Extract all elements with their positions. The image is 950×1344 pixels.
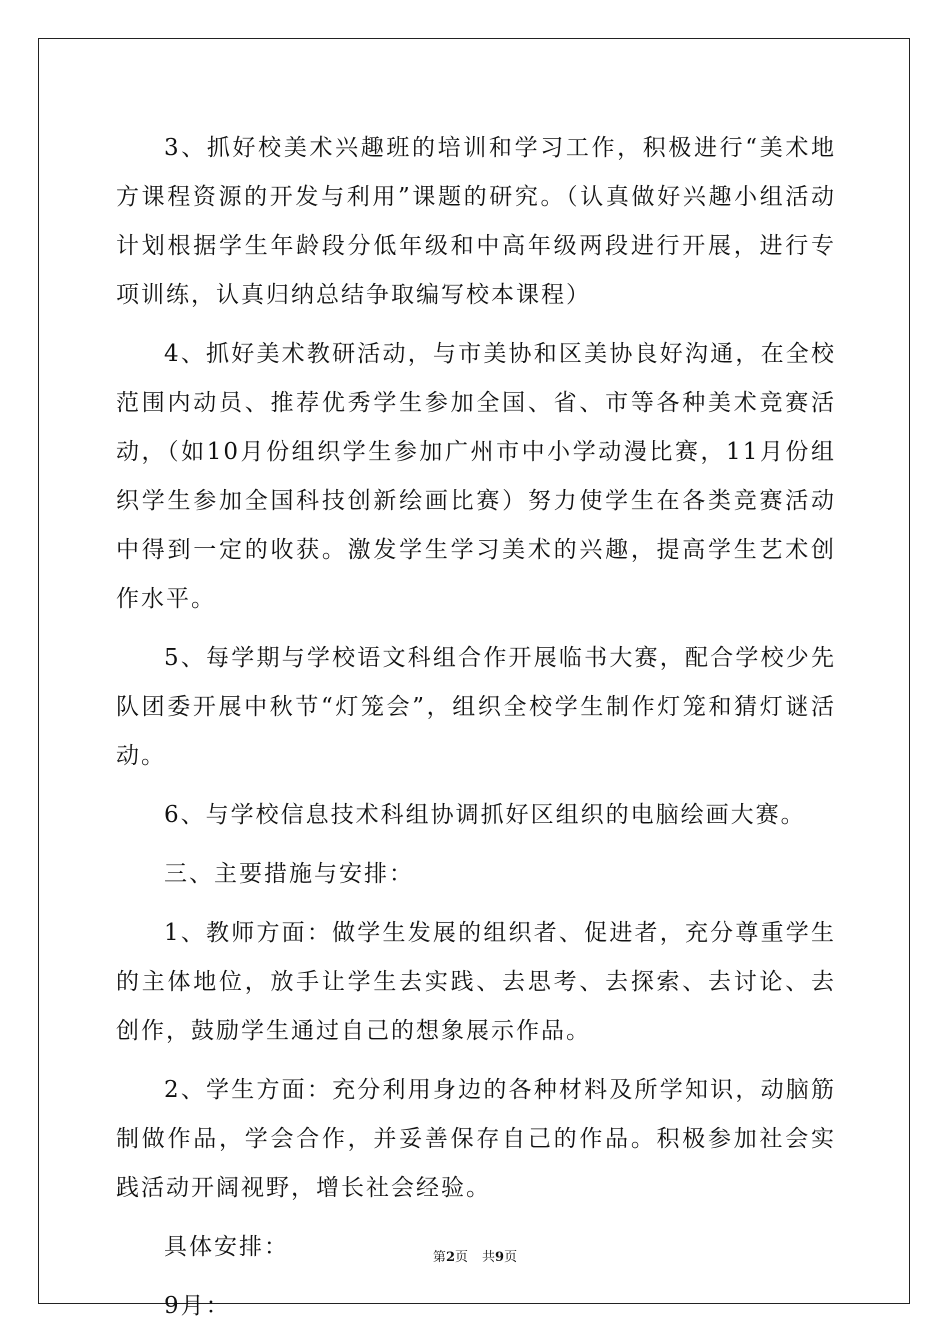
paragraph-september: 9月： — [164, 1293, 231, 1319]
page-total-number: 9 — [495, 1250, 505, 1265]
paragraph-teacher: 1、教师方面：做学生发展的组织者、促进者，充分尊重学生的主体地位，放手让学生去实践、去思考、去探索、去讨论、去创作，鼓励学生通过自己的想象展示作品。 — [116, 920, 836, 1044]
total-prefix: 共 — [482, 1250, 496, 1265]
paragraph-item-5: 5、每学期与学校语文科组合作开展临书大赛，配合学校少先队团委开展中秋节“灯笼会”，组织全校学生制作灯笼和猜灯谜活动。 — [116, 645, 836, 769]
page-current-number: 2 — [445, 1250, 455, 1265]
total-suffix: 页 — [504, 1250, 518, 1265]
page-footer — [0, 1246, 950, 1265]
page-prefix: 第 — [432, 1250, 446, 1265]
page-suffix: 页 — [454, 1250, 468, 1265]
paragraph-item-3: 3、抓好校美术兴趣班的培训和学习工作，积极进行“美术地方课程资源的开发与利用”课题的研究。（认真做好兴趣小组活动计划根据学生年龄段分低年级和中高年级两段进行开展，进行专项训练，认真归纳总结争取编写校本课程） — [116, 135, 836, 308]
paragraph-item-4: 4、抓好美术教研活动，与市美协和区美协良好沟通，在全校范围内动员、推荐优秀学生参加全国、省、市等各种美术竞赛活动，（如10月份组织学生参加广州市中小学动漫比赛，11月份组织学生参加全国科技创新绘画比赛）努力使学生在各类竞赛活动中得到一定的收获。激发学生学习美术的兴趣，提高学生艺术创作水平。 — [116, 341, 836, 612]
paragraph-item-6: 6、与学校信息技术科组协调抓好区组织的电脑绘画大赛。 — [164, 802, 806, 828]
paragraph-student: 2、学生方面：充分利用身边的各种材料及所学知识，动脑筋制做作品，学会合作，并妥善保存自己的作品。积极参加社会实践活动开阔视野，增长社会经验。 — [116, 1077, 836, 1201]
section-heading-measures: 三、主要措施与安排： — [164, 861, 414, 887]
document-body — [116, 124, 836, 1341]
paragraph-schedule-heading: 具体安排： — [164, 1234, 289, 1260]
